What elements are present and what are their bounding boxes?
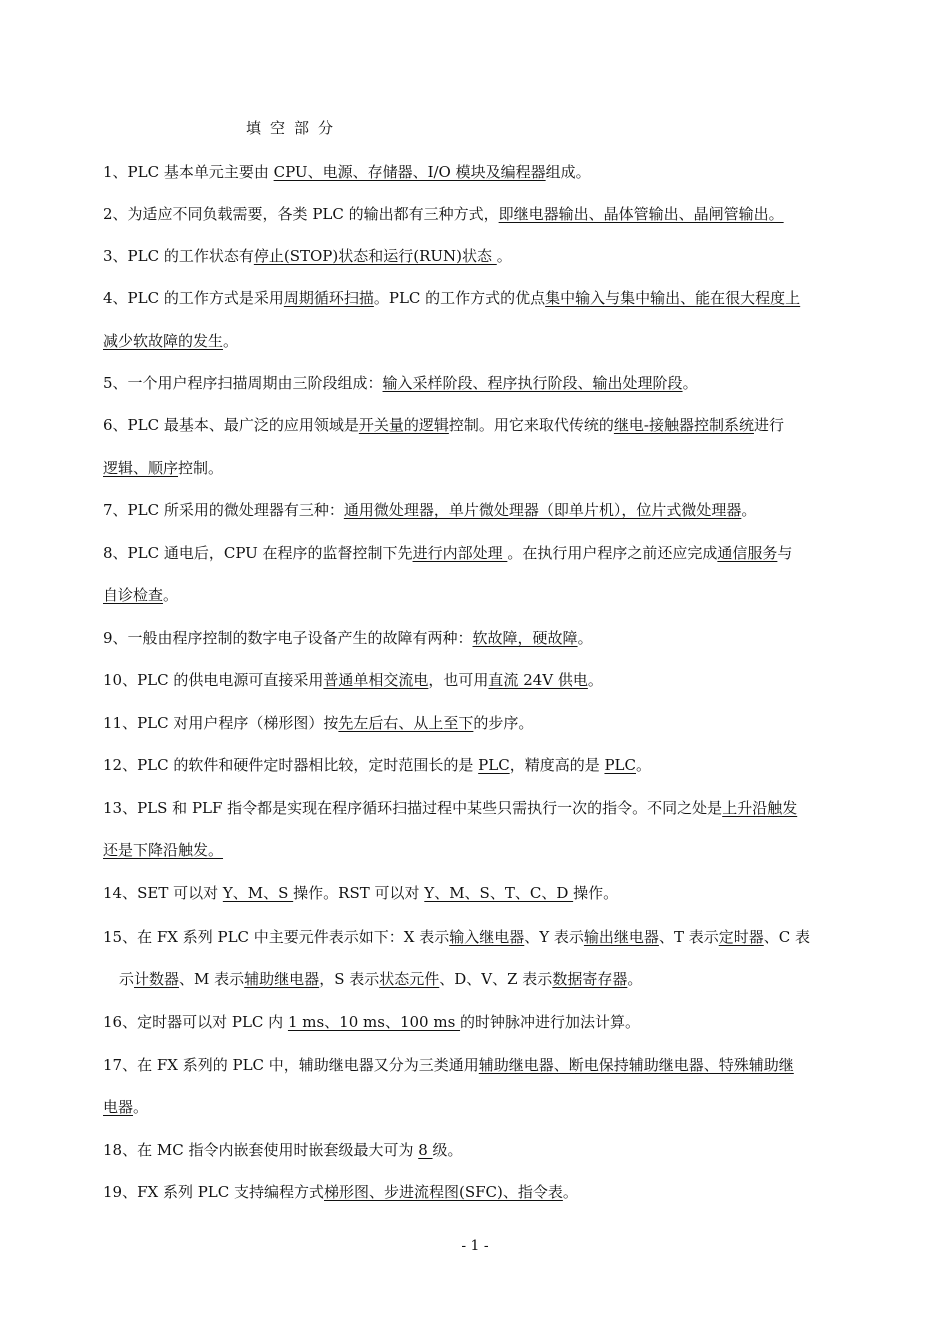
question-line — [103, 207, 848, 222]
question-text: 。 — [587, 671, 603, 689]
answer-blank: 辅助继电器 — [244, 970, 320, 988]
answer-blank: PLC — [604, 756, 636, 774]
question-text: 。PLC 的工作方式的优点 — [373, 289, 546, 307]
answer-blank: 8 — [418, 1141, 433, 1159]
answer-blank: 自诊检查 — [103, 586, 164, 604]
question-line — [103, 461, 848, 476]
answer-blank: 电器 — [103, 1098, 134, 1116]
question-text: 14、SET 可以对 — [103, 884, 223, 902]
answer-blank: CPU、电源、存储器、I/O 模块及编程器 — [273, 163, 546, 181]
answer-blank: 普通单相交流电 — [323, 671, 429, 689]
answer-blank: 梯形图、步进流程图(SFC)、指令表 — [324, 1183, 563, 1201]
answer-blank: 通用微处理器，单片微处理器（即单片机），位片式微处理器 — [343, 501, 742, 519]
question-line — [103, 758, 848, 773]
question-line — [103, 588, 848, 603]
answer-blank: 软故障，硬故障 — [472, 629, 578, 647]
question-line — [103, 886, 848, 901]
question-text: 6、PLC 最基本、最广泛的应用领域是 — [103, 416, 359, 434]
answer-blank: PLC — [478, 756, 510, 774]
question-text: 的时钟脉冲进行加法计算。 — [460, 1013, 641, 1031]
answer-blank: 输入继电器 — [449, 928, 525, 946]
answer-blank: 周期循环扫描 — [283, 289, 374, 307]
question-line — [103, 165, 848, 180]
answer-blank: 开关量的逻辑 — [358, 416, 449, 434]
question-line — [103, 631, 848, 646]
question-line — [103, 1058, 848, 1073]
answer-blank: 辅助继电器、断电保持辅助继电器、特殊辅助继 — [478, 1056, 794, 1074]
question-text: 组成。 — [545, 163, 591, 181]
question-line — [103, 801, 848, 816]
answer-blank: 计数器 — [134, 970, 180, 988]
answer-blank: 先左后右、从上至下 — [338, 714, 474, 732]
question-line — [103, 673, 848, 688]
answer-blank: 逻辑、顺序 — [103, 459, 179, 477]
question-line — [103, 1015, 848, 1030]
answer-blank: 集中输入与集中输出、能在很大程度上 — [545, 289, 801, 307]
question-line — [103, 334, 848, 349]
question-text: 2、为适应不同负载需要，各类 PLC 的输出都有三种方式， — [103, 205, 499, 223]
answer-blank: 进行内部处理 — [412, 544, 508, 562]
question-text: 控制。 — [178, 459, 224, 477]
question-line — [103, 716, 848, 731]
answer-blank: 减少软故障的发生 — [103, 332, 224, 350]
question-text: 10、PLC 的供电电源可直接采用 — [103, 671, 324, 689]
question-text: 操作。 — [573, 884, 619, 902]
question-text: 。 — [636, 756, 652, 774]
question-text: 4、PLC 的工作方式是采用 — [103, 289, 284, 307]
question-line — [103, 843, 848, 858]
question-line — [103, 930, 848, 945]
question-line — [119, 972, 864, 987]
question-text: 的步序。 — [473, 714, 534, 732]
question-text: 3、PLC 的工作状态有 — [103, 247, 254, 265]
answer-blank: Y、M、S — [222, 884, 294, 902]
question-text: 。 — [562, 1183, 578, 1201]
question-text: ，也可用 — [428, 671, 489, 689]
question-text: 。 — [163, 586, 179, 604]
question-text: 、T 表示 — [658, 928, 719, 946]
question-text: 级。 — [432, 1141, 463, 1159]
answer-blank: 数据寄存器 — [552, 970, 628, 988]
question-text: 17、在 FX 系列的 PLC 中，辅助继电器又分为三类通用 — [103, 1056, 479, 1074]
question-text: 19、FX 系列 PLC 支持编程方式 — [103, 1183, 325, 1201]
question-text: 与 — [777, 544, 793, 562]
question-text: 。 — [496, 247, 512, 265]
page-number: - 1 - — [461, 1238, 489, 1254]
question-text: 12、PLC 的软件和硬件定时器相比较，定时范围长的是 — [103, 756, 479, 774]
answer-blank: 状态元件 — [379, 970, 440, 988]
question-text: 、C 表 — [763, 928, 810, 946]
question-line — [103, 418, 848, 433]
question-text: 、Y 表示 — [524, 928, 584, 946]
answer-blank: Y、M、S、T、C、D — [424, 884, 574, 902]
question-text: 5、一个用户程序扫描周期由三阶段组成： — [103, 374, 383, 392]
answer-blank: 继电-接触器控制系统 — [613, 416, 754, 434]
answer-blank: 还是下降沿触发。 — [103, 841, 224, 859]
question-line — [103, 546, 848, 561]
question-text: 进行 — [753, 416, 784, 434]
question-text: 。在执行用户程序之前还应完成 — [507, 544, 718, 562]
question-text: 、M 表示 — [179, 970, 245, 988]
question-text: 16、定时器可以对 PLC 内 — [103, 1013, 288, 1031]
question-text: ，精度高的是 — [509, 756, 605, 774]
question-text: 7、PLC 所采用的微处理器有三种： — [103, 501, 344, 519]
question-line — [103, 1185, 848, 1200]
answer-blank: 直流 24V 供电 — [488, 671, 588, 689]
question-text: ，S 表示 — [319, 970, 380, 988]
answer-blank: 输出继电器 — [583, 928, 659, 946]
question-text: 15、在 FX 系列 PLC 中主要元件表示如下：X 表示 — [103, 928, 450, 946]
question-text: 。 — [627, 970, 643, 988]
question-text: 。 — [223, 332, 239, 350]
answer-blank: 输入采样阶段、程序执行阶段、输出处理阶段 — [382, 374, 683, 392]
question-line — [103, 1100, 848, 1115]
question-text: 11、PLC 对用户程序（梯形图）按 — [103, 714, 339, 732]
question-text: 8、PLC 通电后，CPU 在程序的监督控制下先 — [103, 544, 413, 562]
answer-blank: 通信服务 — [717, 544, 778, 562]
question-line — [103, 503, 848, 518]
question-text: 9、一般由程序控制的数字电子设备产生的故障有两种： — [103, 629, 473, 647]
question-text: 操作。RST 可以对 — [293, 884, 425, 902]
section-title: 填空部分 — [246, 119, 343, 137]
answer-blank: 即继电器输出、晶体管输出、晶闸管输出。 — [498, 205, 784, 223]
answer-blank: 停止(STOP)状态和运行(RUN)状态 — [253, 247, 497, 265]
question-text: 13、PLS 和 PLF 指令都是实现在程序循环扫描过程中某些只需执行一次的指令。不同之处是 — [103, 799, 723, 817]
answer-blank: 上升沿触发 — [722, 799, 798, 817]
question-text: 18、在 MC 指令内嵌套使用时嵌套级最大可为 — [103, 1141, 419, 1159]
question-text: 示 — [119, 970, 135, 988]
question-line — [103, 249, 848, 264]
question-line — [103, 376, 848, 391]
answer-blank: 定时器 — [718, 928, 764, 946]
question-line — [103, 1143, 848, 1158]
question-text: 。 — [133, 1098, 149, 1116]
answer-blank: 1 ms、10 ms、100 ms — [287, 1013, 461, 1031]
question-text: 控制。用它来取代传统的 — [448, 416, 614, 434]
question-text: 。 — [741, 501, 757, 519]
question-line — [103, 291, 848, 306]
question-text: 。 — [682, 374, 698, 392]
question-text: 1、PLC 基本单元主要由 — [103, 163, 274, 181]
question-text: 。 — [577, 629, 593, 647]
question-text: 、D、V、Z 表示 — [439, 970, 553, 988]
